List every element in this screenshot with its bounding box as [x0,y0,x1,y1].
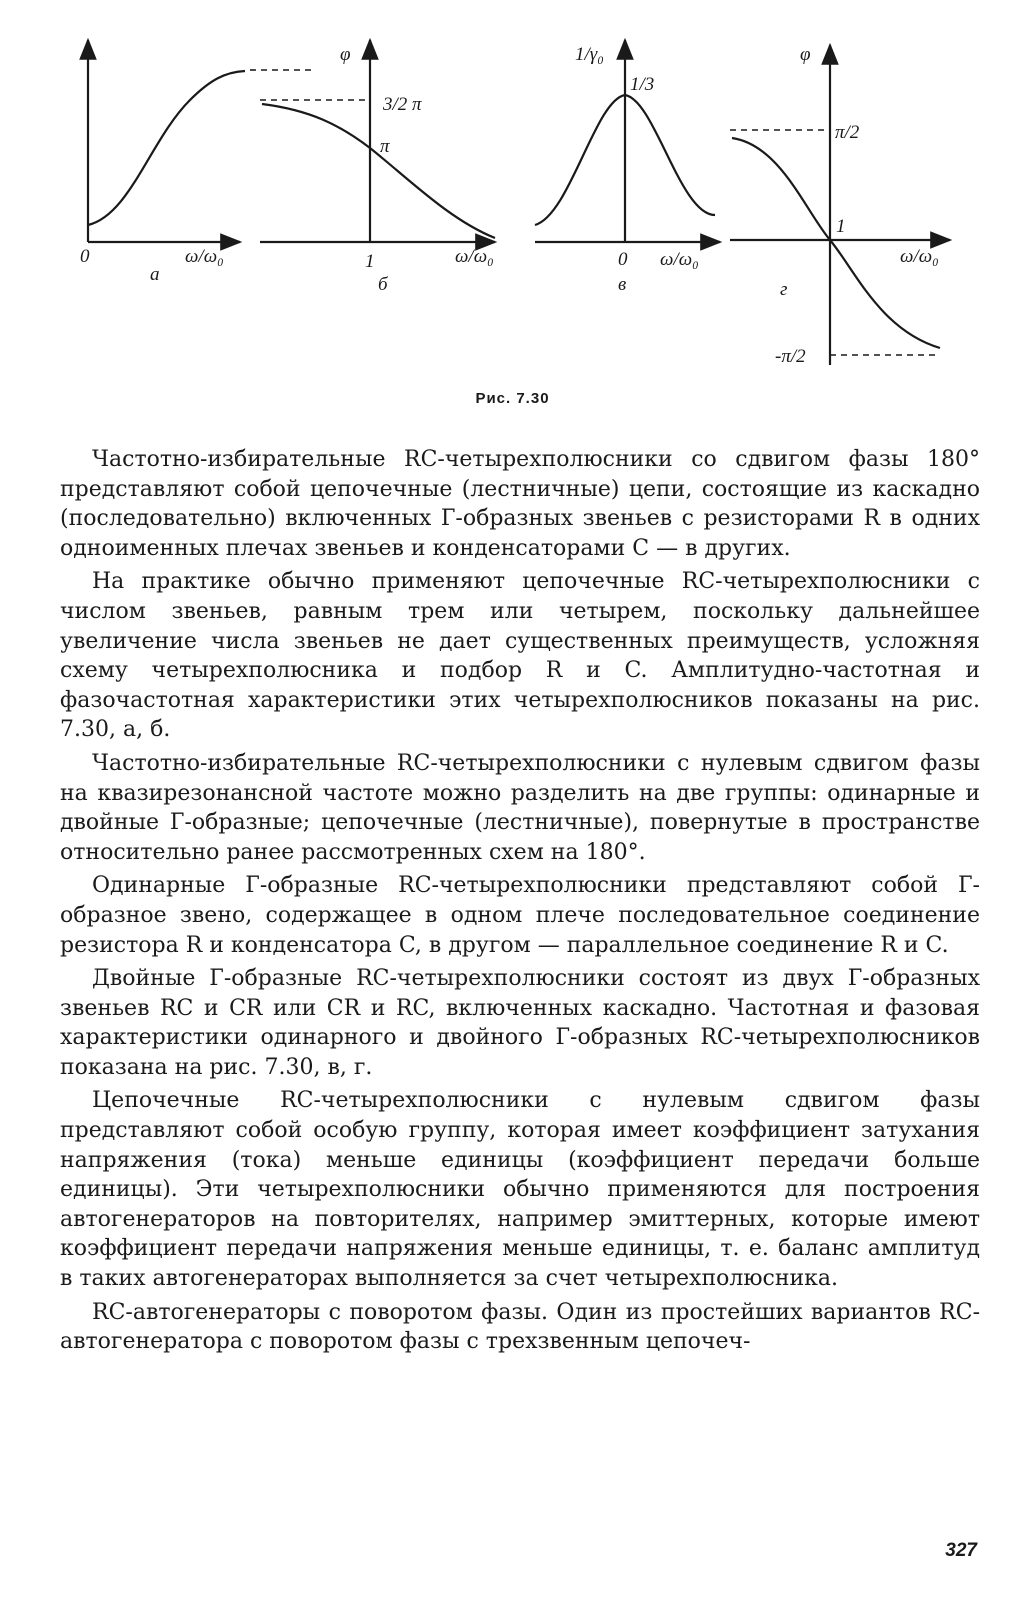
panel-d-y-label: φ [800,44,811,65]
panel-c-x-label: ω/ω₀ [660,249,699,270]
paragraph: Цепочечные RC-четырехполюсники с нулевым сдвигом фазы представляют собой особую группу, которая имеет коэффициент затухания напряжения (тока) меньше единицы (коэффициент передачи больше единицы). Эти четырехполюсники обычно применяются для построения автогенераторов на повторителях, например эмиттерных, которые имеют коэффициент передачи напряжения меньше единицы, т. е. баланс амплитуд в таких автогенераторах выполняется за счет четырехполюсника. [60,1088,980,1292]
panel-a-letter: а [150,264,160,285]
paragraph: Частотно-избирательные RC-четырехполюсники с нулевым сдвигом фазы на квазирезонансной частоте можно разделить на две группы: одинарные и двойные Г-образные; цепочечные (лестничные), повернутые в пространстве относительно ранее рассмотренных схем на 180°. [60,750,980,865]
panel-a-tick-0: 0 [80,246,90,267]
body-text [60,445,980,1361]
panel-d-letter: г [780,279,788,300]
panel-b-tick-3-2-pi: 3/2 π [383,94,422,115]
figure-caption: Рис. 7.30 [475,390,550,407]
paragraph: На практике обычно применяют цепочечные RC-четырехполюсники с числом звеньев, равным трем или четырем, поскольку дальнейшее увеличение числа звеньев не дает существенных преимуществ, усложняя схему четырехполюсника и подбор R и C. Амплитудно-частотная и фазочастотная характеристики этих четырехполюсников показаны на рис. 7.30, а, б. [60,569,980,743]
panel-d-tick-pi-2: π/2 [835,122,860,143]
panel-c-tick-1-3: 1/3 [630,74,655,95]
panel-d-tick-minus-pi-2: -π/2 [775,346,806,367]
panel-d-tick-1: 1 [836,216,846,237]
figure-7-30 [40,30,990,390]
panel-d-x-label: ω/ω₀ [900,246,939,267]
panel-a-x-label: ω/ω₀ [185,246,224,267]
panel-c-y-label: 1/γ₀ [575,44,604,65]
paragraph: RC-автогенераторы с поворотом фазы. Один из простейших вариантов RC-автогенератора с поворотом фазы с трехзвенным цепочеч- [60,1299,980,1355]
panel-a-curve [88,71,245,225]
panel-c-tick-0: 0 [618,249,628,270]
paragraph: Частотно-избирательные RC-четырехполюсники со сдвигом фазы 180° представляют собой цепочечные (лестничные) цепи, состоящие из каскадно (последовательно) включенных Г-образных звеньев с резисторами R в одних одноименных плечах звеньев и конденсаторами C — в других. [60,447,980,561]
panel-c-letter: в [618,274,627,295]
panel-b-curve [262,104,495,238]
paragraph: Одинарные Г-образные RC-четырехполюсники представляют собой Г-образное звено, содержащее в одном плече последовательное соединение резистора R и конденсатора C, в другом — параллельное соединение R и C. [60,873,980,958]
panel-a-graph [88,40,315,242]
panel-b-y-label: φ [340,44,351,65]
panel-b-x-label: ω/ω₀ [455,246,494,267]
panel-d-curve [732,138,940,348]
figure-graphs [40,30,990,390]
panel-d-graph [730,45,950,365]
paragraph: Двойные Г-образные RC-четырехполюсники состоят из двух Г-образных звеньев RC и CR или CR и RC, включенных каскадно. Частотная и фазовая характеристики одинарного и двойного Г-образных RC-четырехполюсников показана на рис. 7.30, в, г. [60,966,980,1080]
panel-b-letter: б [378,274,388,295]
panel-b-tick-1: 1 [365,251,375,272]
panel-c-graph [535,40,720,242]
panel-b-tick-pi: π [380,136,390,157]
page-number: 327 [945,1540,977,1561]
